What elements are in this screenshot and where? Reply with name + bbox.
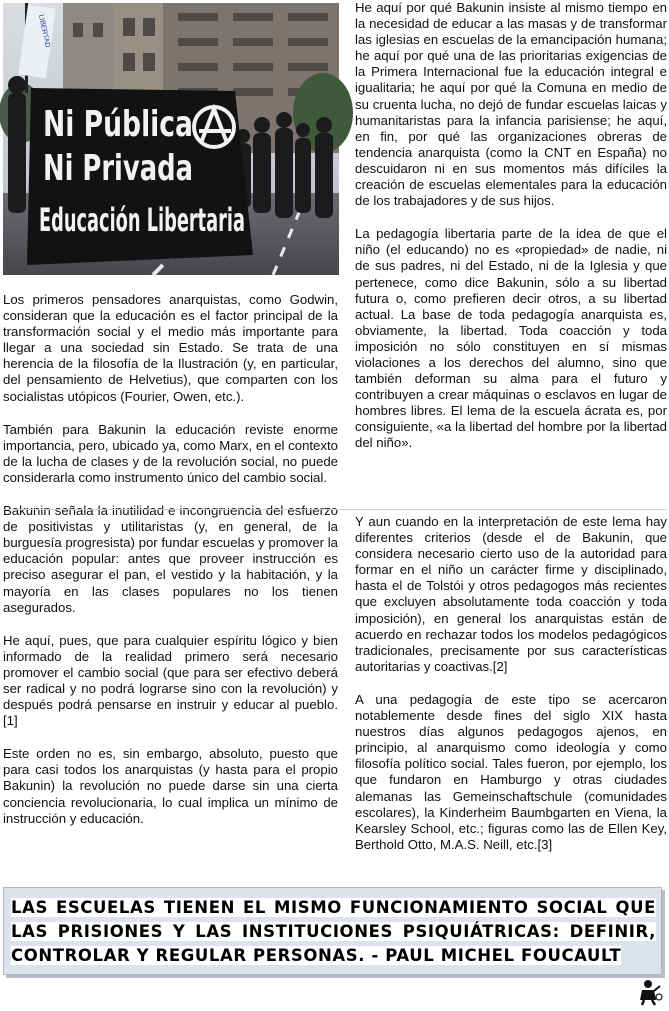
quote-text: [11, 896, 656, 968]
anarchist-figure-logo-icon: [636, 978, 662, 1006]
paragraph: He aquí por qué Bakunin insiste al mismo tiempo en la necesidad de educar a las masas y de transformar las iglesias en escuelas de la emancipación humana; he aquí por qué una de las prioritarias exigencias de la Primera Internacional fue la educación integral e igualitaria; he aquí por qué la Comuna en medio de su cruenta lucha, no dejó de fundar escuelas laicas y humanitaristas para la infancia parisiense; he aquí, en fin, por qué las organizaciones obreras de tendencia anarquista (como la CNT en España) no descuidaron ni en sus momentos más difíciles la creación de escuelas elementales para la educación de los trabajadores y de sus hijos.: [355, 0, 667, 209]
protest-photo: [3, 3, 339, 275]
left-column: [3, 292, 338, 844]
paragraph: Bakunin señala la inutilidad e incongruencia del esfuerzo de positivistas y utilitaristas (y, en general, de la burguesía progresista) por fundar escuelas y promover la educación popular: antes que proveer instrucción es preciso asegurar el pan, el vestido y la habitación, y la mayoría en las clases populares no los tienen asegurados.: [3, 503, 338, 615]
paragraph: La pedagogía libertaria parte de la idea de que el niño (el educando) no es «propiedad» de nadie, ni de sus padres, ni del Estado, ni de la Iglesia y que pertenece, como dice Bakunin, sólo a su libertad futura o, como prefieren decir otros, a su libertad actual. La base de toda pedagogía anarquista es, obviamente, la libertad. Toda coacción y toda imposición no sólo constituyen en sí mismas violaciones a los derechos del alumno, sino que también deforman su alma para el futuro y contribuyen a crear máquinas o esclavos en lugar de hombres libres. El lema de la escuela ácrata es, por consiguiente, «a la libertad del hombre por la libertad del niño».: [355, 226, 667, 451]
right-column-top: [355, 0, 667, 469]
paragraph: Y aun cuando en la interpretación de este lema hay diferentes criterios (desde el de Bakunin, que considera necesario cierto uso de la autoridad para formar en el niño un carácter firme y disciplinado, hasta el de Tolstói y otros pedagogos más recientes que excluyen absolutamente toda coacción y toda imposición), en general los anarquistas están de acuerdo en rechazar todos los modelos pedagógicos tradicionales, precisamente por sus características autoritarias y coactivas.[2]: [355, 514, 667, 674]
quote-box: [3, 887, 662, 975]
paragraph: Este orden no es, sin embargo, absoluto, puesto que para casi todos los anarquistas (y hasta para el propio Bakunin) la revolución no puede darse sin una cierta conciencia revolucionaria, lo cual implica un mínimo de instrucción y educación.: [3, 746, 338, 826]
paragraph: He aquí, pues, que para cualquier espíritu lógico y bien informado de la realidad primero será necesario promover el cambio social (que para ser efectivo deberá ser radical y no podrá lograrse sino con la revolución) y después podrá pensarse en instruir y educar al pueblo.[1]: [3, 632, 338, 729]
banner-line-1: Ni Pública: [43, 104, 193, 145]
paragraph: También para Bakunin la educación reviste enorme importancia, pero, ubicado ya, como Marx, en el contexto de la lucha de clases y de la revolución social, no puede considerarla como instrumento único del cambio social.: [3, 421, 338, 485]
banner-line-2: Ni Privada: [43, 148, 193, 189]
corner-sign-text: LIBERTAD: [37, 13, 51, 49]
right-column-bottom: [355, 514, 667, 870]
protest-photo-illustration: [3, 3, 339, 275]
paragraph: A una pedagogía de este tipo se acercaron notablemente desde fines del siglo XIX hasta nuestros días algunos pedagogos ajenos, en principio, al anarquismo como ideología y como filosofía político social. Tales fueron, por ejemplo, los que fundaron en Hamburgo y otras ciudades alemanas las Gemeinschaftschule (comunidades escolares), la Kinderheim Baumbgarten en Viena, la Kearsley School, etc.; figuras como las de Ellen Key, Berthold Otto, M.A.S. Neill, etc.[3]: [355, 691, 667, 852]
column-divider: [3, 509, 667, 510]
banner-line-3: Educación Libertaria: [39, 201, 246, 239]
paragraph: Los primeros pensadores anarquistas, como Godwin, consideran que la educación es el factor principal de la transformación social y el medio más importante para llegar a una sociedad sin Estado. Se trata de una herencia de la filosofía de la Ilustración (y, en particular, del pensamiento de Helvetius), que comparten con los socialistas utópicos (Fourier, Owen, etc.).: [3, 292, 338, 404]
quote-text-content: LAS ESCUELAS TIENEN EL MISMO FUNCIONAMIENTO SOCIAL QUE LAS PRISIONES Y LAS INSTITUCIONES PSIQUIÁTRICAS: DEFINIR, CONTROLAR Y REGULAR PERSONAS. - PAUL MICHEL FOUCAULT: [11, 898, 656, 965]
